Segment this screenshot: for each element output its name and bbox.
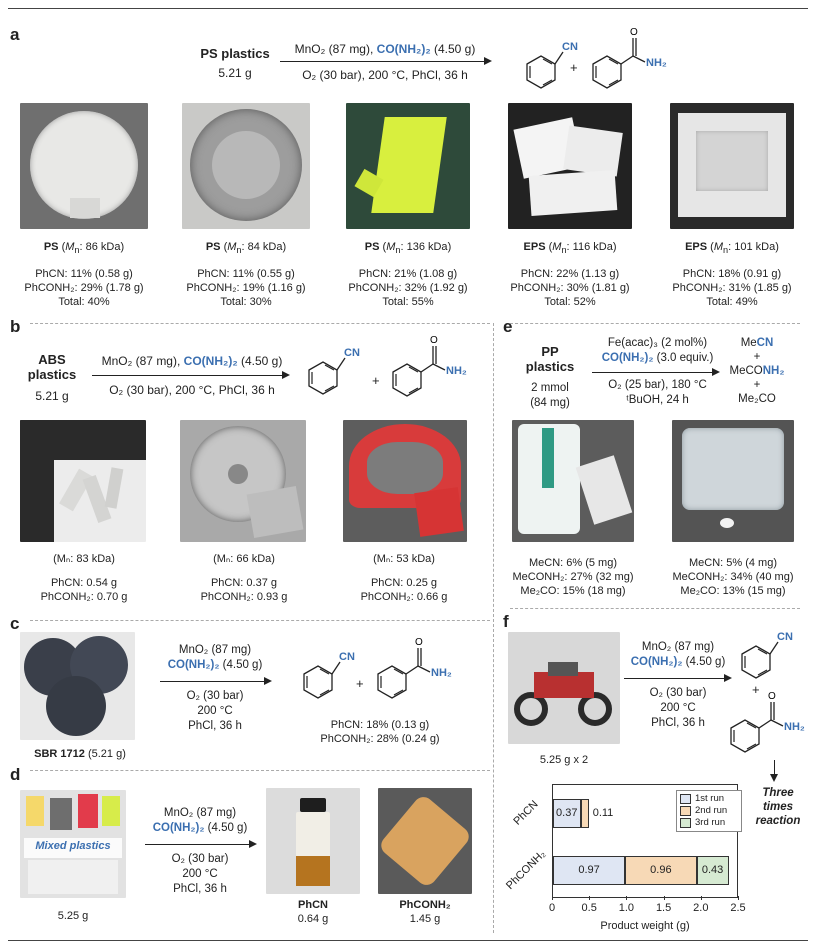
c-conditions-bottom: O₂ (30 bar) 200 °C PhCl, 36 h bbox=[186, 690, 244, 732]
x-tick-label: 0.5 bbox=[581, 902, 597, 914]
svg-text:O: O bbox=[430, 335, 438, 346]
svg-text:NH₂: NH₂ bbox=[646, 57, 667, 69]
abs-fan-photo bbox=[180, 420, 306, 542]
top-rule bbox=[8, 8, 808, 9]
a-caption-2: PS ($M_n$: 84 kDa) PhCN: 11% (0.55 g) PhCONH₂: 19% (1.16 g) Total: 30% bbox=[186, 241, 306, 309]
d-product-1: PhCN 0.64 g bbox=[297, 899, 329, 925]
legend-label: 3rd run bbox=[695, 817, 726, 828]
svg-text:CN: CN bbox=[777, 631, 793, 643]
f-conditions-top: MnO₂ (87 mg) CO(NH₂)₂ (4.50 g) bbox=[630, 641, 726, 668]
b-reaction-arrow bbox=[92, 375, 288, 376]
f-mass: 5.25 g x 2 bbox=[539, 754, 589, 766]
x-tick-mark bbox=[738, 896, 739, 900]
panel-a-label: a bbox=[10, 25, 20, 44]
divider-b-top bbox=[30, 323, 490, 324]
e-substrate: PP plastics bbox=[525, 344, 575, 374]
legend-entry bbox=[680, 793, 738, 805]
e-amount: 2 mmol (84 mg) bbox=[530, 382, 570, 409]
f-conditions-bottom: O₂ (30 bar) 200 °C PhCl, 36 h bbox=[649, 687, 707, 729]
bottom-rule bbox=[8, 940, 808, 941]
mixed-plastics-photo bbox=[20, 790, 126, 898]
f-reaction-arrow bbox=[624, 678, 730, 679]
a-caption-1: PS ($M_n$: 86 kDa) PhCN: 11% (0.58 g) PhCONH₂: 29% (1.78 g) Total: 40% bbox=[24, 241, 144, 309]
divider-e-top bbox=[510, 323, 800, 324]
x-tick-mark bbox=[589, 896, 590, 900]
a-mass: 5.21 g bbox=[218, 66, 252, 80]
eps-tray-photo bbox=[670, 103, 794, 229]
phconh2-powder-photo bbox=[378, 788, 472, 894]
legend-label: 1st run bbox=[695, 793, 725, 804]
e-caption-1: MeCN: 6% (5 mg) MeCONH₂: 27% (32 mg) Me₂CO: 15% (18 mg) bbox=[512, 557, 634, 597]
e-conditions-top: Fe(acac)₃ (2 mol%) CO(NH₂)₂ (3.0 equiv.) bbox=[601, 337, 714, 364]
d-reaction-arrow bbox=[145, 844, 255, 845]
c-benzonitrile-structure bbox=[290, 644, 360, 704]
chart-x-ticks bbox=[548, 900, 746, 916]
y-category-label: PhCN bbox=[511, 797, 541, 828]
data-label: 0.96 bbox=[650, 863, 672, 876]
b-benzonitrile-structure bbox=[295, 340, 365, 400]
d-conditions-top: MnO₂ (87 mg) CO(NH₂)₂ (4.50 g) bbox=[152, 807, 248, 834]
svg-text:O: O bbox=[768, 691, 776, 702]
b-caption-3: (Mₙ: 53 kDa) PhCN: 0.25 g PhCONH₂: 0.66 g bbox=[360, 553, 448, 603]
x-tick-mark bbox=[664, 896, 665, 900]
sbr-photo bbox=[20, 632, 135, 740]
ps-lid-photo-2 bbox=[182, 103, 310, 229]
x-tick-label: 2.5 bbox=[730, 902, 746, 914]
data-label: 0.97 bbox=[578, 863, 600, 876]
panel-f-label: f bbox=[503, 612, 509, 631]
ps-lid-photo-1 bbox=[20, 103, 148, 229]
c-benzamide-structure bbox=[370, 636, 460, 702]
phcn-vial-photo bbox=[266, 788, 360, 894]
b-mass: 5.21 g bbox=[35, 389, 69, 403]
b-substrate: ABS plastics bbox=[27, 352, 77, 382]
x-tick-mark bbox=[701, 896, 702, 900]
eps-foam-photo bbox=[508, 103, 632, 229]
b-caption-1: (Mₙ: 83 kDa) PhCN: 0.54 g PhCONH₂: 0.70 g bbox=[40, 553, 128, 603]
f-side-note: Three times reaction bbox=[755, 787, 801, 827]
chart-x-axis-title: Product weight (g) bbox=[600, 920, 690, 932]
e-products: MeCN + MeCONH₂ + Me₂CO bbox=[729, 337, 785, 405]
a-caption-3: PS ($M_n$: 136 kDa) PhCN: 21% (1.08 g) PhCONH₂: 32% (1.92 g) Total: 55% bbox=[348, 241, 468, 309]
f-down-arrow bbox=[774, 760, 775, 780]
a-caption-4: EPS ($M_n$: 116 kDa) PhCN: 22% (1.13 g) PhCONH₂: 30% (1.81 g) Total: 52% bbox=[510, 241, 630, 309]
legend-swatch bbox=[680, 818, 691, 828]
legend-swatch bbox=[680, 794, 691, 804]
panel-e-label: e bbox=[503, 317, 513, 336]
data-label: 0.43 bbox=[701, 863, 724, 876]
svg-text:O: O bbox=[415, 637, 423, 648]
x-tick-label: 1.5 bbox=[655, 902, 672, 914]
benzonitrile-structure bbox=[505, 30, 578, 90]
b-benzamide-structure bbox=[385, 334, 475, 400]
x-tick-label: 1.0 bbox=[618, 902, 635, 914]
panel-d-label: d bbox=[10, 765, 21, 784]
chart-y-categories bbox=[500, 784, 552, 898]
e-reaction-arrow bbox=[592, 372, 718, 373]
d-product-2: PhCONH₂ 1.45 g bbox=[399, 899, 451, 925]
a-conditions-top: MnO₂ (87 mg), CO(NH₂)₂ (4.50 g) bbox=[294, 42, 476, 56]
a-substrate: PS plastics bbox=[200, 46, 270, 61]
b-plus-sign: + bbox=[372, 373, 380, 388]
mixed-plastics-label: Mixed plastics bbox=[35, 840, 111, 852]
svg-text:NH₂: NH₂ bbox=[784, 721, 805, 733]
data-label: 0.11 bbox=[592, 806, 614, 819]
legend-entry bbox=[680, 817, 738, 829]
x-tick-label: 2.0 bbox=[693, 902, 709, 914]
cn-label: CN bbox=[562, 41, 578, 53]
b-conditions-bottom: O₂ (30 bar), 200 °C, PhCl, 36 h bbox=[109, 383, 275, 397]
c-yields: PhCN: 18% (0.13 g) PhCONH₂: 28% (0.24 g) bbox=[320, 719, 440, 745]
legend-label: 2nd run bbox=[695, 805, 728, 816]
e-conditions-bottom: O₂ (25 bar), 180 °C ᵗBuOH, 24 h bbox=[608, 379, 707, 406]
f-plus-sign: + bbox=[752, 682, 760, 697]
ps-cup-photo bbox=[346, 103, 470, 229]
c-conditions-top: MnO₂ (87 mg) CO(NH₂)₂ (4.50 g) bbox=[167, 644, 263, 671]
c-reaction-arrow bbox=[160, 681, 270, 682]
divider-c-top bbox=[30, 620, 490, 621]
abs-pieces-photo bbox=[20, 420, 146, 542]
data-label: 0.37 bbox=[556, 806, 578, 819]
divider-f-top bbox=[510, 608, 800, 609]
d-mass: 5.25 g bbox=[57, 910, 89, 922]
chart-legend bbox=[676, 790, 742, 832]
lego-motorcycle-photo bbox=[508, 632, 620, 744]
panel-b-label: b bbox=[10, 317, 21, 336]
f-benzonitrile-structure bbox=[728, 624, 808, 684]
y-category-label: PhCONH₂ bbox=[504, 847, 548, 892]
legend-swatch bbox=[680, 806, 691, 816]
f-benzamide-structure bbox=[725, 690, 810, 756]
x-tick-label: 0 bbox=[548, 902, 556, 914]
pp-mask-photo bbox=[512, 420, 634, 542]
e-caption-2: MeCN: 5% (4 mg) MeCONH₂: 34% (40 mg) Me₂CO: 13% (15 mg) bbox=[672, 557, 794, 597]
x-tick-mark bbox=[626, 896, 627, 900]
svg-text:CN: CN bbox=[344, 347, 360, 359]
c-plus-sign: + bbox=[356, 676, 364, 691]
legend-entry bbox=[680, 805, 738, 817]
c-caption: SBR 1712 (5.21 g) bbox=[34, 748, 126, 760]
benzamide-structure bbox=[585, 24, 675, 90]
pp-box-photo bbox=[672, 420, 794, 542]
bar-phcn-run2 bbox=[581, 799, 589, 829]
b-caption-2: (Mₙ: 66 kDa) PhCN: 0.37 g PhCONH₂: 0.93 g bbox=[200, 553, 288, 603]
plus-sign: + bbox=[570, 60, 578, 75]
x-tick-mark bbox=[552, 896, 553, 900]
panel-c-label: c bbox=[10, 614, 20, 633]
a-caption-5: EPS ($M_n$: 101 kDa) PhCN: 18% (0.91 g) PhCONH₂: 31% (1.85 g) Total: 49% bbox=[672, 241, 792, 309]
svg-text:NH₂: NH₂ bbox=[446, 365, 467, 377]
svg-text:NH₂: NH₂ bbox=[431, 667, 452, 679]
abs-helmet-photo bbox=[343, 420, 467, 542]
divider-d-top bbox=[30, 770, 490, 771]
f-stacked-bar-chart bbox=[500, 770, 750, 936]
b-conditions-top: MnO₂ (87 mg), CO(NH₂)₂ (4.50 g) bbox=[101, 354, 283, 368]
a-conditions-bottom: O₂ (30 bar), 200 °C, PhCl, 36 h bbox=[302, 68, 468, 82]
divider-vertical bbox=[493, 323, 494, 933]
d-conditions-bottom: O₂ (30 bar) 200 °C PhCl, 36 h bbox=[171, 853, 229, 895]
svg-text:CN: CN bbox=[339, 651, 355, 663]
a-reaction-arrow bbox=[280, 61, 490, 62]
svg-text:O: O bbox=[630, 27, 638, 38]
